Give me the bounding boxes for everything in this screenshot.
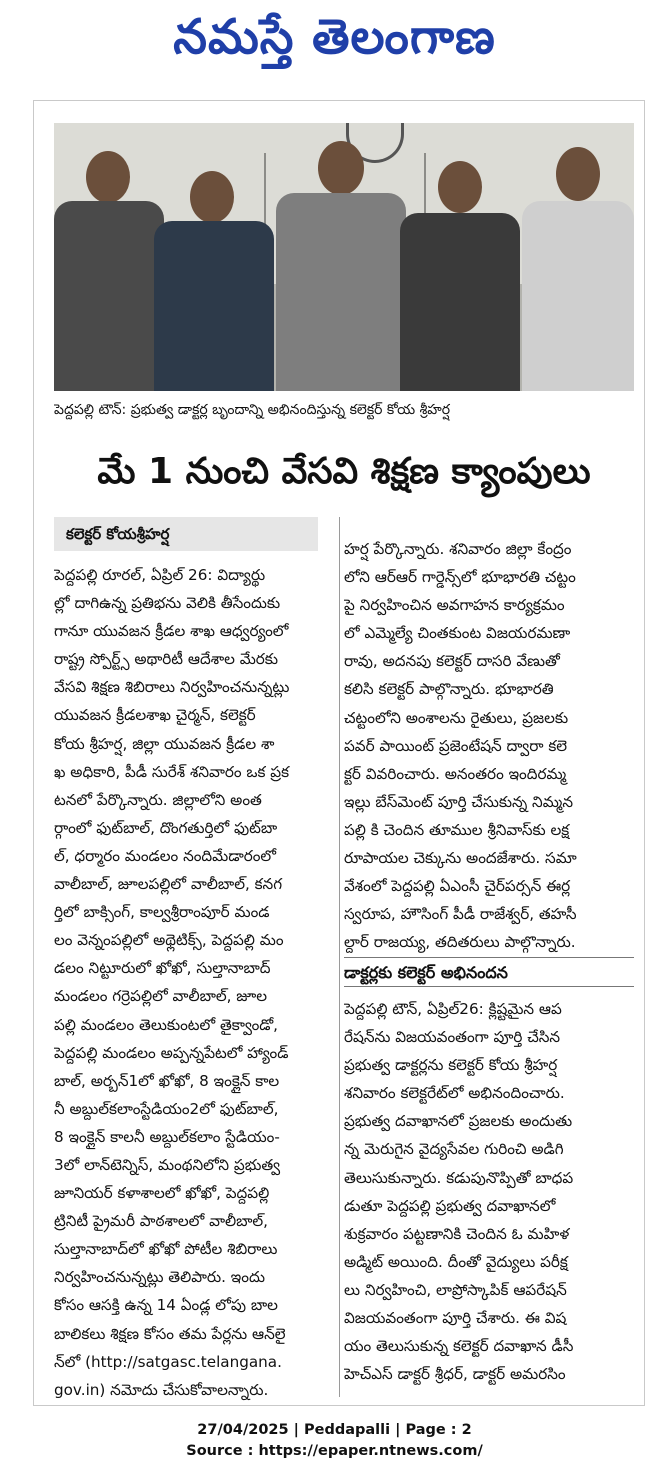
body-line: రూపాయల చెక్కును అందజేశారు. సమా <box>344 849 577 868</box>
body-line: డలం నిట్టూరులో ఖోఖో, సుల్తానాబాద్ <box>54 959 271 978</box>
column-divider <box>339 517 340 1397</box>
body-line: ప్రభుత్వ డాక్టర్లను కలెక్టర్ కోయ శ్రీహర్ష <box>344 1056 558 1075</box>
body-line: లో ఎమ్మెల్యే చింతకుంట విజయరమణా <box>344 624 571 643</box>
person-figure <box>154 171 274 391</box>
body-line: ప్రభుత్వ దవాఖానలో ప్రజలకు అందుతు <box>344 1112 573 1131</box>
person-figure <box>400 161 520 391</box>
body-line: పల్లి మండలం తెలుకుంటలో తైక్వాండో, <box>54 1015 279 1034</box>
body-line: మండలం గర్రెపల్లిలో వాలీబాల్, జూల <box>54 987 268 1006</box>
article-body-right-second <box>344 995 634 1388</box>
body-line: నీ అబ్దుల్‌కలాంస్టేడియం2లో ఫుట్‌బాల్, <box>54 1099 279 1118</box>
body-line: ల్, ధర్మారం మండలం నందిమేడారంలో <box>54 846 277 865</box>
body-line: హర్ష పేర్కొన్నారు. శనివారం జిల్లా కేంద్రం <box>344 540 572 558</box>
body-line: ట్రినిటీ ప్రైమరీ పాఠశాలలో వాలీబాల్, <box>54 1212 268 1231</box>
body-line: తెలుసుకున్నారు. కడుపునొప్పితో బాధప <box>344 1168 574 1187</box>
body-line: లం వెన్నంపల్లిలో అథ్లెటిక్స్, పెద్దపల్లి మం <box>54 931 284 950</box>
body-line: బాల్, అర్బన్1లో ఖోఖో, 8 ఇంక్లైన్ కాల <box>54 1071 280 1090</box>
body-line: శనివారం కలెక్టరేట్‌లో అభినందించారు. <box>344 1084 565 1103</box>
body-line: ఇల్లు బేస్‌మెంట్ పూర్తి చేసుకున్న నిమ్మన <box>344 792 574 811</box>
section-subhead: డాక్టర్లకు కలెక్టర్ అభినందన <box>344 957 634 987</box>
page-footer <box>0 1420 669 1462</box>
body-line: బాలికలు శిక్షణ కోసం తమ పేర్లను ఆన్‌లై <box>54 1324 286 1343</box>
body-line: యం తెలుసుకున్న కలెక్టర్ దవాఖాన డీసీ <box>344 1337 574 1356</box>
body-line: ర్గాంలో ఫుట్‌బాల్, దొంగతుర్తిలో ఫుట్‌బా <box>54 818 278 837</box>
article-headline: మే 1 నుంచి వేసవి శిక్షణ క్యాంపులు <box>97 451 591 492</box>
news-photo <box>54 123 634 391</box>
body-line: ల్లో దాగిఉన్న ప్రతిభను వెలికి తీసేందుకు <box>54 594 281 613</box>
body-line: ర్తిలో బాక్సింగ్, కాల్వశ్రీరాంపూర్ మండ <box>54 903 270 922</box>
body-line: సుల్తానాబాద్‌లో ఖోఖో పోటీల శిబిరాలు <box>54 1240 278 1259</box>
body-line: పెద్దపల్లి రూరల్, ఏప్రిల్ 26: విద్యార్థు <box>54 566 266 584</box>
footer-date-page: 27/04/2025 | Peddapalli | Page : 2 <box>197 1422 472 1438</box>
article-body-left <box>54 561 336 1404</box>
article-body-right <box>344 535 634 956</box>
body-line: 3లో లాన్‌టెన్నిస్, మంథనిలోని ప్రభుత్వ <box>54 1155 281 1174</box>
body-line: 8 ఇంక్లైన్ కాలనీ అబ్దుల్‌కలాం స్టేడియం- <box>54 1127 280 1146</box>
body-line: న్‌లో (http://satgasc.telangana. <box>54 1352 282 1371</box>
body-line: యువజన క్రీడలశాఖ చైర్మన్, కలెక్టర్ <box>54 706 256 725</box>
body-line: న్న మెరుగైన వైద్యసేవల గురించి అడిగి <box>344 1140 564 1159</box>
body-line: హెచ్ఎస్ డాక్టర్ శ్రీధర్, డాక్టర్ అమరసిం <box>344 1365 566 1384</box>
body-line: ఖ అధికారి, పీడీ సురేశ్ శనివారం ఒక ప్రక <box>54 762 290 781</box>
body-line: వేసవి శిక్షణ శిబిరాలు నిర్వహించనున్నట్లు <box>54 678 290 697</box>
body-line: విజయవంతంగా పూర్తి చేశారు. ఈ విష <box>344 1309 567 1328</box>
body-line: లోని ఆర్‌ఆర్ గార్డెన్స్‌లో భూభారతి చట్టం <box>344 568 576 587</box>
body-line: శుక్రవారం పట్టణానికి చెందిన ఓ మహిళ <box>344 1224 570 1243</box>
body-line: వాలీబాల్, జూలపల్లిలో వాలీబాల్, కనగ <box>54 875 283 894</box>
body-line: వేశంలో పెద్దపల్లి ఏఎంసీ చైర్‌పర్సన్ ఈర్ల <box>344 877 571 896</box>
body-line: లు నిర్వహించి, లాప్రోస్కాపిక్ ఆపరేషన్ <box>344 1280 567 1299</box>
body-line: రాష్ట్ర స్పోర్ట్స్ అథారిటీ ఆదేశాల మేరకు <box>54 650 278 669</box>
body-line: చట్టంలోని అంశాలను రైతులు, ప్రజలకు <box>344 708 569 727</box>
footer-source: Source : https://epaper.ntnews.com/ <box>186 1443 483 1459</box>
body-line: జూనియర్ కళాశాలలో ఖోఖో, పెద్దపల్లి <box>54 1184 270 1203</box>
body-line: కలిసి కలెక్టర్ పాల్గొన్నారు. భూభారతి <box>344 680 554 699</box>
photo-caption: పెద్దపల్లి టౌన్: ప్రభుత్వ డాక్టర్ల బృందాన్ని అభినందిస్తున్న కలెక్టర్ కోయ శ్రీహర్ష <box>54 402 451 418</box>
masthead <box>0 0 669 86</box>
body-line: అడ్మిట్ అయింది. దీంతో వైద్యులు పరీక్ష <box>344 1252 568 1271</box>
body-line: క్టర్ వివరించారు. అనంతరం ఇందిరమ్మ <box>344 764 567 783</box>
body-line: పల్లి కి చెందిన తూముల శ్రీనివాస్‌కు లక్ష <box>344 820 570 839</box>
body-line: కోసం ఆసక్తి ఉన్న 14 ఏండ్ల లోపు బాల <box>54 1296 278 1315</box>
person-figure <box>276 141 406 391</box>
body-line: పెద్దపల్లి టౌన్, ఏప్రిల్26: క్లిష్టమైన ఆప <box>344 1000 562 1018</box>
person-figure <box>54 151 164 391</box>
body-line: నిర్వహించనున్నట్లు తెలిపారు. ఇందు <box>54 1268 265 1287</box>
news-clipping <box>33 100 645 1406</box>
body-line: స్వరూప, హౌసింగ్ పీడీ రాజేశ్వర్, తహసీ <box>344 905 577 924</box>
body-line: పెద్దపల్లి మండలం అప్పన్నపేటలో హ్యాండ్ <box>54 1043 289 1062</box>
person-figure <box>522 147 634 391</box>
body-line: రేషన్‌ను విజయవంతంగా పూర్తి చేసిన <box>344 1028 561 1047</box>
body-line: పవర్ పాయింట్ ప్రజెంటేషన్ ద్వారా కలె <box>344 736 568 755</box>
body-line: రావు, అదనపు కలెక్టర్ దాసరి వేణుతో <box>344 652 560 671</box>
body-line: డుతూ పెద్దపల్లి ప్రభుత్వ దవాఖానలో <box>344 1196 556 1215</box>
body-line: కోయ శ్రీహర్ష, జిల్లా యువజన క్రీడల శా <box>54 734 275 753</box>
body-line: గానూ యువజన క్రీడల శాఖ ఆధ్వర్యంలో <box>54 622 289 641</box>
article-byline: కలెక్టర్ కోయశ్రీహర్ష <box>54 517 318 551</box>
body-line: ల్దార్ రాజయ్య, తదితరులు పాల్గొన్నారు. <box>344 933 576 952</box>
body-line: పై నిర్వహించిన అవగాహన కార్యక్రమం <box>344 596 565 615</box>
body-line: టనలో పేర్కొన్నారు. జిల్లాలోని అంత <box>54 790 262 809</box>
body-line: gov.in) నమోదు చేసుకోవాలన్నారు. <box>54 1380 269 1399</box>
newspaper-title: నమస్తే తెలంగాణ <box>173 9 496 65</box>
